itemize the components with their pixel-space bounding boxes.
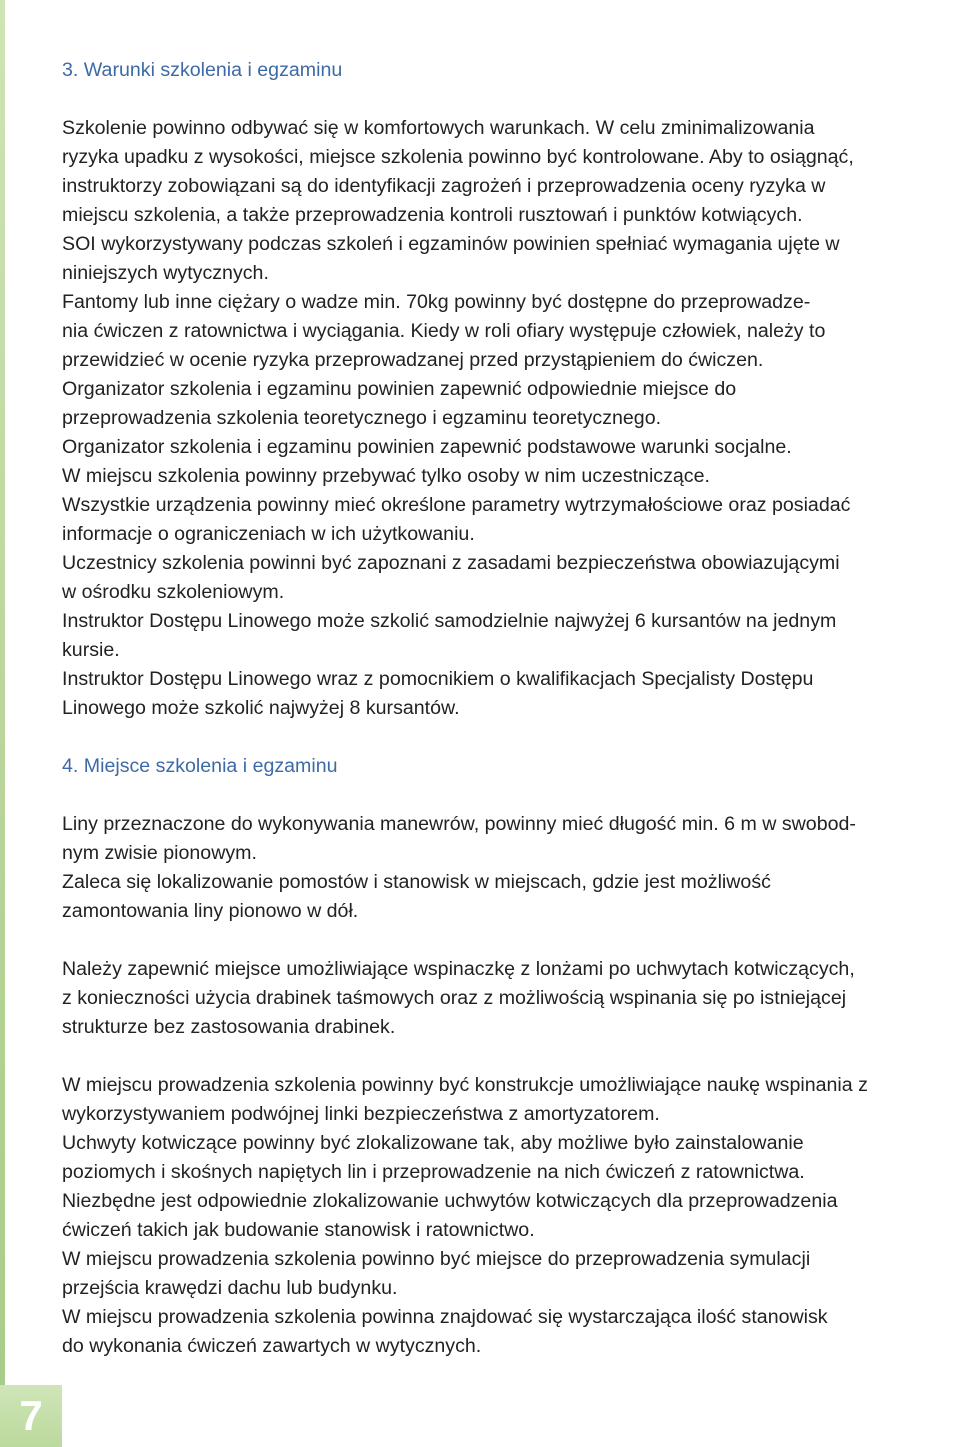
text-line: do wykonania ćwiczeń zawartych w wytycznych. bbox=[62, 1335, 482, 1357]
text-line: w ośrodku szkoleniowym. bbox=[62, 581, 285, 603]
text-line: Szkolenie powinno odbywać się w komfortowych warunkach. W celu zminimalizowania bbox=[62, 117, 815, 139]
section-4-heading: 4. Miejsce szkolenia i egzaminu bbox=[62, 755, 338, 777]
section-4-block-1 bbox=[62, 810, 954, 926]
text-line: instruktorzy zobowiązani są do identyfikacji zagrożeń i przeprowadzenia oceny ryzyka w bbox=[62, 175, 826, 197]
text-line: przeprowadzenia szkolenia teoretycznego i egzaminu teoretycznego. bbox=[62, 407, 662, 429]
text-line: W miejscu prowadzenia szkolenia powinny być konstrukcje umożliwiające naukę wspinania z bbox=[62, 1074, 868, 1096]
text-line: ryzyka upadku z wysokości, miejsce szkolenia powinno być kontrolowane. Aby to osiągnąć, bbox=[62, 146, 854, 168]
text-line: zamontowania liny pionowo w dół. bbox=[62, 900, 359, 922]
section-3-text bbox=[62, 114, 954, 723]
spacer bbox=[62, 1042, 954, 1071]
text-line: informacje o ograniczeniach w ich użytkowaniu. bbox=[62, 523, 475, 545]
text-line: Linowego może szkolić najwyżej 8 kursantów. bbox=[62, 697, 460, 719]
text-line: Organizator szkolenia i egzaminu powinien zapewnić podstawowe warunki socjalne. bbox=[62, 436, 792, 458]
text-line: Wszystkie urządzenia powinny mieć określone parametry wytrzymałościowe oraz posiadać bbox=[62, 494, 851, 516]
text-line: Instruktor Dostępu Linowego wraz z pomocnikiem o kwalifikacjach Specjalisty Dostępu bbox=[62, 668, 814, 690]
text-line: wykorzystywaniem podwójnej linki bezpieczeństwa z amortyzatorem. bbox=[62, 1103, 660, 1125]
section-3-heading: 3. Warunki szkolenia i egzaminu bbox=[62, 59, 343, 81]
text-line: kursie. bbox=[62, 639, 120, 661]
text-line: Instruktor Dostępu Linowego może szkolić samodzielnie najwyżej 6 kursantów na jednym bbox=[62, 610, 837, 632]
text-line: Liny przeznaczone do wykonywania manewrów, powinny mieć długość min. 6 m w swobod- bbox=[62, 813, 856, 835]
text-line: Zaleca się lokalizowanie pomostów i stanowisk w miejscach, gdzie jest możliwość bbox=[62, 871, 771, 893]
text-line: niniejszych wytycznych. bbox=[62, 262, 269, 284]
text-line: W miejscu prowadzenia szkolenia powinna znajdować się wystarczająca ilość stanowisk bbox=[62, 1306, 828, 1328]
text-line: Fantomy lub inne ciężary o wadze min. 70kg powinny być dostępne do przeprowadze- bbox=[62, 291, 811, 313]
spacer bbox=[62, 723, 954, 752]
text-line: Organizator szkolenia i egzaminu powinien zapewnić odpowiednie miejsce do bbox=[62, 378, 737, 400]
text-line: z konieczności użycia drabinek taśmowych oraz z możliwością wspinania się po istniejącej bbox=[62, 987, 847, 1009]
text-line: Uchwyty kotwiczące powinny być zlokalizowane tak, aby możliwe było zainstalowanie bbox=[62, 1132, 804, 1154]
page-number: 7 bbox=[0, 1385, 62, 1447]
text-line: poziomych i skośnych napiętych lin i przeprowadzenie na nich ćwiczeń z ratownictwa. bbox=[62, 1161, 805, 1183]
spacer bbox=[62, 781, 954, 810]
text-line: Należy zapewnić miejsce umożliwiające wspinaczkę z lonżami po uchwytach kotwiczących, bbox=[62, 958, 855, 980]
text-line: W miejscu szkolenia powinny przebywać tylko osoby w nim uczestniczące. bbox=[62, 465, 710, 487]
spacer bbox=[62, 926, 954, 955]
document-body bbox=[62, 56, 954, 1361]
text-line: ćwiczeń takich jak budowanie stanowisk i ratownictwo. bbox=[62, 1219, 535, 1241]
text-line: przejścia krawędzi dachu lub budynku. bbox=[62, 1277, 398, 1299]
section-4-block-2 bbox=[62, 955, 954, 1042]
text-line: SOI wykorzystywany podczas szkoleń i egzaminów powinien spełniać wymagania ujęte w bbox=[62, 233, 840, 255]
text-line: nia ćwiczen z ratownictwa i wyciągania. Kiedy w roli ofiary występuje człowiek, należy to bbox=[62, 320, 826, 342]
text-line: Uczestnicy szkolenia powinni być zapoznani z zasadami bezpieczeństwa obowiazującymi bbox=[62, 552, 840, 574]
text-line: przewidzieć w ocenie ryzyka przeprowadzanej przed przystąpieniem do ćwiczen. bbox=[62, 349, 764, 371]
spacer bbox=[62, 85, 954, 114]
page-edge-bar bbox=[0, 0, 5, 1385]
text-line: miejscu szkolenia, a także przeprowadzenia kontroli rusztowań i punktów kotwiących. bbox=[62, 204, 803, 226]
text-line: strukturze bez zastosowania drabinek. bbox=[62, 1016, 396, 1038]
text-line: W miejscu prowadzenia szkolenia powinno być miejsce do przeprowadzenia symulacji bbox=[62, 1248, 811, 1270]
section-4-block-3 bbox=[62, 1071, 954, 1361]
text-line: nym zwisie pionowym. bbox=[62, 842, 257, 864]
text-line: Niezbędne jest odpowiednie zlokalizowanie uchwytów kotwiczących dla przeprowadzenia bbox=[62, 1190, 838, 1212]
